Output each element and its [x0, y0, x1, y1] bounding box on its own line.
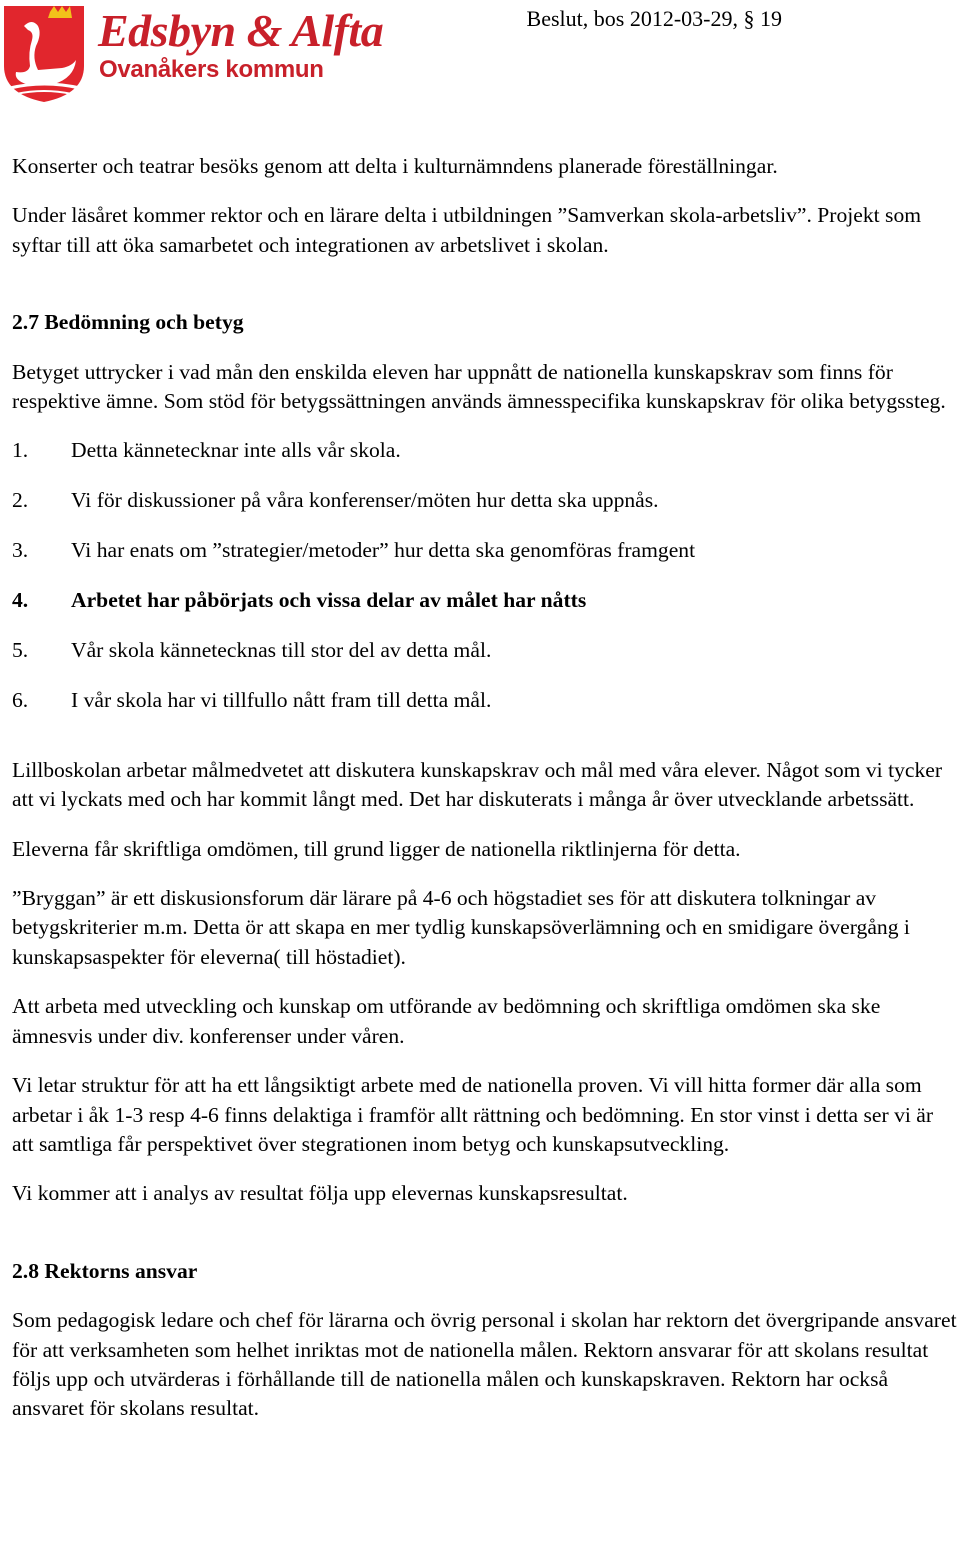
- swan-shield-icon: [2, 4, 88, 104]
- document-reference: Beslut, bos 2012-03-29, § 19: [526, 6, 782, 31]
- list-number: 3.: [12, 538, 29, 563]
- list-text: Detta kännetecknar inte alls vår skola.: [71, 438, 401, 463]
- paragraph-training: Under läsåret kommer rektor och en lärare delta i utbildningen ”Samverkan skola-arbetsliv”. Projekt som syftar till att öka samarbetet och integrationen av arbetslivet i skolan.: [12, 203, 922, 257]
- list-text: Vår skola kännetecknas till stor del av detta mål.: [71, 638, 492, 663]
- section-heading-2-7: 2.7 Bedömning och betyg: [12, 310, 244, 335]
- list-text: Vi för diskussioner på våra konferenser/möten hur detta ska uppnås.: [71, 488, 659, 513]
- list-text: I vår skola har vi tillfullo nått fram till detta mål.: [71, 688, 492, 713]
- list-number: 4.: [12, 588, 29, 613]
- list-number: 1.: [12, 438, 29, 463]
- list-item: [12, 686, 958, 715]
- paragraph-results-analysis: Vi kommer att i analys av resultat följa upp elevernas kunskapsresultat.: [12, 1181, 628, 1206]
- paragraph-lillboskolan: Lillboskolan arbetar målmedvetet att diskutera kunskapskrav och mål med våra elever. Något som vi tycker att vi lyckats med och har kommit långt med. Det har diskuterats i många år över utvecklande arbetssätt.: [12, 757, 943, 812]
- paragraph-national-tests: Vi letar struktur för att ha ett långsiktigt arbete med de nationella proven. Vi vill hitta former där alla som arbetar i åk 1-3 resp 4-6 finns delaktiga i framför allt rättning och bedömning. En stor vinst i detta ser vi är att samtliga får perspektivet över stegrationen inom betyg och kunskapsutveckling.: [12, 1073, 934, 1156]
- document-body: [12, 152, 958, 1424]
- list-text: Vi har enats om ”strategier/metoder” hur detta ska genomföras framgent: [71, 538, 696, 563]
- list-item: [12, 536, 958, 565]
- list-number: 2.: [12, 488, 29, 513]
- list-item: [12, 636, 958, 665]
- list-item: [12, 436, 958, 465]
- logo-subtitle: Ovanåkers kommun: [99, 56, 324, 83]
- paragraph-bryggan: ”Bryggan” är ett diskusionsforum där lärare på 4-6 och högstadiet ses för att diskutera tolkningar av betygskriterier m.m. Detta ör att skapa en mer tydlig kunskapsöverlämning och en smidigare övergång i kunskapsaspekter för eleverna( till höstadiet).: [12, 886, 910, 969]
- list-item-selected: [12, 586, 958, 615]
- page-header: [0, 0, 960, 110]
- logo-title: Edsbyn & Alfta: [98, 5, 384, 56]
- municipality-logo: [2, 4, 402, 104]
- paragraph-written-assessments: Eleverna får skriftliga omdömen, till grund ligger de nationella riktlinjerna för detta.: [12, 836, 741, 861]
- list-number: 5.: [12, 638, 29, 663]
- paragraph-principal-responsibility: Som pedagogisk ledare och chef för lärarna och övrig personal i skolan har rektorn det övergripande ansvaret för att verksamheten som helhet inriktas mot de nationella målen. Rektorn ansvarar för att skolans resultat följs upp och utvärderas i förhållande till de nationella målen och kunskapskraven. Rektorn har också ansvaret för skolans resultat.: [12, 1308, 957, 1421]
- list-text: Arbetet har påbörjats och vissa delar av målet har nåtts: [71, 588, 587, 613]
- paragraph-assessment-work: Att arbeta med utveckling och kunskap om utförande av bedömning och skriftliga omdömen ska ske ämnesvis under div. konferenser under våren.: [12, 994, 881, 1048]
- assessment-scale-list: [12, 436, 958, 715]
- paragraph-grading-intro: Betyget uttrycker i vad mån den enskilda eleven har uppnått de nationella kunskapskrav som finns för respektive ämne. Som stöd för betygssättningen används ämnesspecifika kunskapskrav för olika betygssteg.: [12, 359, 946, 414]
- list-item: [12, 486, 958, 515]
- list-number: 6.: [12, 688, 29, 713]
- paragraph-concerts: Konserter och teatrar besöks genom att delta i kulturnämndens planerade föreställningar.: [12, 154, 778, 178]
- section-heading-2-8: 2.8 Rektorns ansvar: [12, 1258, 198, 1283]
